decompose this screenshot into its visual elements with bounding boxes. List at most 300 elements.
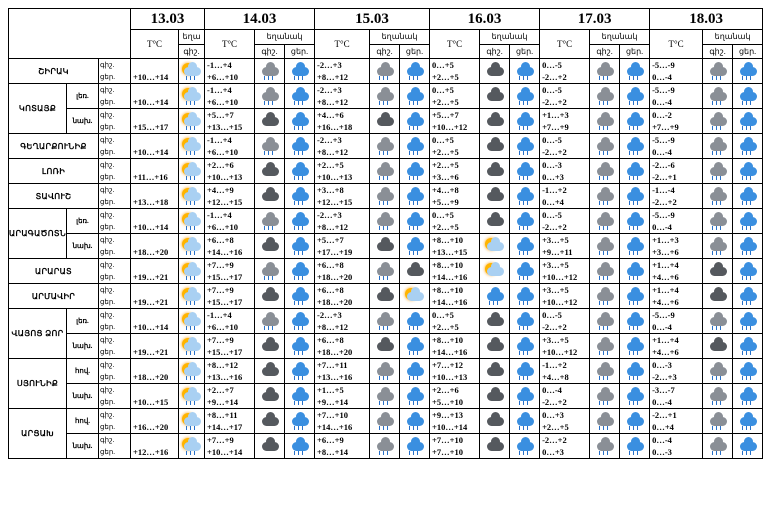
temp-cell (650, 434, 703, 459)
temp-value: +10…+13 (432, 372, 468, 382)
night-label: ցեր. (100, 298, 116, 306)
time-labels (99, 284, 131, 309)
temp-value: 0…-4 (542, 385, 562, 395)
temp-cell (650, 109, 703, 134)
weather-cell (480, 409, 510, 434)
temp-value: +2…+5 (432, 97, 459, 107)
blue-weather-icon (514, 237, 536, 255)
weather-cell (370, 284, 400, 309)
weather-cell (179, 359, 205, 384)
temp-cell (540, 334, 590, 359)
temp-value: +10…+12 (432, 122, 468, 132)
gray-weather-icon (594, 387, 616, 405)
dark-weather-icon (484, 187, 506, 205)
blue-weather-icon (404, 337, 426, 355)
temp-cell (650, 284, 703, 309)
temp-cell (540, 359, 590, 384)
blue-weather-icon (737, 162, 759, 180)
blue-weather-icon (289, 437, 311, 455)
temp-value: +16…+20 (133, 422, 169, 432)
elevation-label: լեռ. (67, 309, 99, 334)
blue-weather-icon (289, 362, 311, 380)
weather-cell (590, 84, 620, 109)
weather-cell (400, 284, 430, 309)
temp-value: +2…+5 (432, 147, 459, 157)
weather-cell (255, 259, 285, 284)
region-name: ՇԻՐԱԿ (9, 59, 99, 84)
blue-weather-icon (737, 337, 759, 355)
temp-value: +4…+6 (652, 272, 679, 282)
region-name: ԳԵՂԱՐՔՈՒՆԻՔ (9, 134, 99, 159)
temp-cell (205, 84, 255, 109)
temp-cell (430, 59, 480, 84)
temp-cell (131, 334, 179, 359)
weather-cell (510, 259, 540, 284)
blue-weather-icon (404, 187, 426, 205)
sunblue-weather-icon (181, 312, 203, 330)
temp-cell (650, 409, 703, 434)
weather-subheader: ցեր. (510, 44, 540, 59)
dark-weather-icon (259, 162, 281, 180)
temp-cell (430, 109, 480, 134)
temp-value: +6…+10 (207, 222, 238, 232)
temp-value: +19…+21 (133, 347, 169, 357)
temp-value: +14…+16 (207, 247, 243, 257)
weather-cell (620, 209, 650, 234)
weather-cell (285, 409, 315, 434)
weather-subheader: գիշ. (179, 44, 205, 59)
weather-cell (179, 209, 205, 234)
temp-value: +10…+14 (133, 147, 169, 157)
blue-weather-icon (737, 137, 759, 155)
night-label: ցեր. (100, 423, 116, 431)
temp-cell (430, 409, 480, 434)
dark-weather-icon (259, 412, 281, 430)
blue-weather-icon (514, 387, 536, 405)
weather-subheader: գիշ. (703, 44, 733, 59)
gray-weather-icon (594, 187, 616, 205)
gray-weather-icon (259, 262, 281, 280)
blue-weather-icon (404, 412, 426, 430)
temp-cell (430, 434, 480, 459)
weather-cell (285, 284, 315, 309)
time-labels (99, 409, 131, 434)
weather-cell (703, 134, 733, 159)
temp-value: -2…+2 (542, 435, 567, 445)
temp-value: +8…+10 (432, 335, 463, 345)
blue-weather-icon (624, 262, 646, 280)
temp-value: 0…+3 (542, 410, 564, 420)
weather-cell (480, 234, 510, 259)
weather-header: եղանակ (480, 30, 540, 45)
weather-subheader: ցեր. (620, 44, 650, 59)
weather-cell (733, 284, 763, 309)
temp-cell (430, 334, 480, 359)
weather-cell (179, 234, 205, 259)
region-row (9, 159, 763, 184)
temp-cell (430, 284, 480, 309)
region-row (9, 334, 763, 359)
region-row (9, 234, 763, 259)
temp-value: +5…+7 (432, 110, 459, 120)
blue-weather-icon (624, 137, 646, 155)
weather-cell (255, 284, 285, 309)
weather-cell (733, 84, 763, 109)
temp-value: 0…-4 (652, 72, 672, 82)
gray-weather-icon (374, 312, 396, 330)
blue-weather-icon (514, 137, 536, 155)
day-label: գիշ. (100, 111, 115, 119)
weather-cell (510, 359, 540, 384)
weather-cell (590, 384, 620, 409)
weather-cell (703, 384, 733, 409)
time-labels (99, 384, 131, 409)
elevation-label: նախ. (67, 234, 99, 259)
region-row (9, 209, 763, 234)
sun-weather-icon (404, 287, 426, 305)
temp-cell (205, 159, 255, 184)
weather-cell (370, 209, 400, 234)
temp-value: +8…+12 (317, 97, 348, 107)
gray-weather-icon (707, 62, 729, 80)
weather-cell (285, 309, 315, 334)
sunblue-weather-icon (181, 212, 203, 230)
temp-cell (650, 234, 703, 259)
temp-value: +2…+5 (432, 322, 459, 332)
day-label: գիշ. (100, 136, 115, 144)
temp-cell (430, 84, 480, 109)
sunblue-weather-icon (181, 87, 203, 105)
dark-weather-icon (484, 337, 506, 355)
temp-value: +14…+17 (207, 422, 243, 432)
weather-cell (285, 234, 315, 259)
weather-cell (179, 134, 205, 159)
weather-cell (480, 259, 510, 284)
temp-value: +10…+14 (133, 72, 169, 82)
temp-cell (430, 184, 480, 209)
gray-weather-icon (374, 87, 396, 105)
temp-value: +8…+12 (317, 72, 348, 82)
dark-weather-icon (484, 87, 506, 105)
weather-cell (285, 384, 315, 409)
gray-weather-icon (707, 312, 729, 330)
weather-subheader: ցեր. (400, 44, 430, 59)
temp-value: +7…+11 (317, 360, 348, 370)
sunblue-weather-icon (181, 412, 203, 430)
temp-value: +8…+10 (432, 260, 463, 270)
gray-weather-icon (374, 387, 396, 405)
blue-weather-icon (514, 287, 536, 305)
temp-value: +8…+12 (317, 322, 348, 332)
weather-cell (179, 184, 205, 209)
temp-value: +4…+8 (432, 185, 459, 195)
sunblue-weather-icon (181, 62, 203, 80)
weather-cell (590, 284, 620, 309)
weather-cell (400, 434, 430, 459)
night-label: ցեր. (100, 373, 116, 381)
weather-cell (179, 159, 205, 184)
temp-value: 0…+4 (542, 197, 564, 207)
temp-value: +8…+10 (432, 235, 463, 245)
weather-cell (400, 384, 430, 409)
weather-cell (620, 359, 650, 384)
temp-value: +18…+20 (133, 247, 169, 257)
temp-value: -5…-9 (652, 135, 675, 145)
weather-cell (370, 134, 400, 159)
date-header: 15.03 (315, 9, 430, 30)
temp-cell (315, 159, 370, 184)
temp-value: 0…-4 (652, 222, 672, 232)
blue-weather-icon (404, 137, 426, 155)
blue-weather-icon (624, 412, 646, 430)
weather-cell (400, 59, 430, 84)
temp-cell (430, 134, 480, 159)
temp-header: T°C (315, 30, 370, 59)
dark-weather-icon (484, 437, 506, 455)
temp-header: T°C (540, 30, 590, 59)
temp-value: +1…+4 (652, 285, 679, 295)
temp-cell (430, 309, 480, 334)
blue-weather-icon (624, 287, 646, 305)
temp-cell (131, 134, 179, 159)
weather-cell (620, 259, 650, 284)
weather-cell (590, 334, 620, 359)
gray-weather-icon (374, 212, 396, 230)
sun-weather-icon (484, 262, 506, 280)
time-labels (99, 134, 131, 159)
temp-value: +1…+4 (652, 260, 679, 270)
region-row (9, 434, 763, 459)
weather-cell (620, 134, 650, 159)
blue-weather-icon (624, 212, 646, 230)
temp-value: -1…+4 (207, 310, 232, 320)
blue-weather-icon (404, 162, 426, 180)
day-label: գիշ. (100, 211, 115, 219)
temp-value: +13…+15 (432, 247, 468, 257)
weather-cell (370, 409, 400, 434)
temp-cell (540, 434, 590, 459)
sunblue-weather-icon (181, 437, 203, 455)
time-labels (99, 234, 131, 259)
dark-weather-icon (259, 187, 281, 205)
weather-cell (620, 234, 650, 259)
time-labels (99, 334, 131, 359)
temp-cell (315, 84, 370, 109)
weather-cell (590, 434, 620, 459)
blue-weather-icon (289, 62, 311, 80)
temp-value: +9…+11 (542, 247, 573, 257)
weather-cell (255, 209, 285, 234)
temp-value: +6…+10 (207, 147, 238, 157)
weather-cell (179, 59, 205, 84)
night-label: ցեր. (100, 248, 116, 256)
temp-value: +4…+6 (317, 110, 344, 120)
gray-weather-icon (594, 287, 616, 305)
night-label: ցեր. (100, 273, 116, 281)
time-labels (99, 59, 131, 84)
temp-cell (205, 209, 255, 234)
blue-weather-icon (404, 62, 426, 80)
temp-value: +7…+9 (207, 285, 234, 295)
gray-weather-icon (594, 137, 616, 155)
night-label: ցեր. (100, 173, 116, 181)
temp-value: 0…-3 (652, 447, 672, 457)
time-labels (99, 209, 131, 234)
gray-weather-icon (707, 187, 729, 205)
temp-value: -2…+2 (542, 97, 567, 107)
day-label: գիշ. (100, 236, 115, 244)
weather-cell (480, 309, 510, 334)
date-header: 13.03 (131, 9, 205, 30)
temp-value: +10…+13 (207, 172, 243, 182)
temp-value: +10…+13 (317, 172, 353, 182)
weather-cell (733, 209, 763, 234)
gray-weather-icon (594, 212, 616, 230)
weather-cell (590, 109, 620, 134)
blue-weather-icon (624, 337, 646, 355)
temp-cell (430, 384, 480, 409)
weather-cell (510, 134, 540, 159)
elevation-label: հով. (67, 359, 99, 384)
temp-value: 0…+3 (542, 172, 564, 182)
temp-value: -5…-9 (652, 60, 675, 70)
temp-value: 0…-3 (652, 360, 672, 370)
date-header: 17.03 (540, 9, 650, 30)
gray-weather-icon (259, 137, 281, 155)
gray-weather-icon (374, 412, 396, 430)
weather-cell (510, 384, 540, 409)
temp-cell (131, 209, 179, 234)
weather-cell (480, 334, 510, 359)
temp-value: 0…-4 (652, 147, 672, 157)
corner-cell (9, 9, 131, 59)
temp-cell (205, 234, 255, 259)
temp-value: +2…+5 (432, 160, 459, 170)
weather-subheader: ցեր. (285, 44, 315, 59)
gray-weather-icon (707, 212, 729, 230)
temp-value: +14…+16 (317, 422, 353, 432)
weather-cell (285, 59, 315, 84)
elevation-label: նախ. (67, 434, 99, 459)
weather-cell (703, 259, 733, 284)
temp-value: 0…-5 (542, 310, 562, 320)
temp-cell (205, 384, 255, 409)
blue-weather-icon (289, 287, 311, 305)
temp-cell (131, 84, 179, 109)
temp-cell (205, 359, 255, 384)
weather-cell (179, 259, 205, 284)
weather-cell (400, 109, 430, 134)
weather-cell (510, 209, 540, 234)
blue-weather-icon (737, 212, 759, 230)
forecast-table (8, 8, 763, 459)
weather-cell (590, 409, 620, 434)
weather-cell (370, 359, 400, 384)
temp-value: +7…+10 (317, 410, 348, 420)
temp-value: +14…+16 (432, 297, 468, 307)
gray-weather-icon (374, 187, 396, 205)
temp-value: +7…+9 (207, 335, 234, 345)
blue-weather-icon (737, 112, 759, 130)
gray-weather-icon (707, 87, 729, 105)
day-label: գիշ. (100, 261, 115, 269)
weather-cell (733, 159, 763, 184)
temp-cell (205, 134, 255, 159)
temp-value: +17…+19 (317, 247, 353, 257)
weather-cell (733, 59, 763, 84)
temp-value: -2…+2 (542, 147, 567, 157)
weather-cell (255, 309, 285, 334)
night-label: ցեր. (100, 223, 116, 231)
weather-cell (510, 84, 540, 109)
temp-value: +9…+14 (207, 397, 238, 407)
temp-value: +5…+7 (317, 235, 344, 245)
blue-weather-icon (514, 212, 536, 230)
day-label: գիշ. (100, 311, 115, 319)
temp-value: +14…+16 (432, 272, 468, 282)
elevation-label: հով. (67, 409, 99, 434)
blue-weather-icon (624, 387, 646, 405)
weather-cell (179, 284, 205, 309)
temp-cell (315, 59, 370, 84)
weather-cell (480, 209, 510, 234)
temp-value: +1…+3 (542, 110, 569, 120)
temp-cell (131, 159, 179, 184)
temp-value: +7…+9 (207, 435, 234, 445)
blue-weather-icon (624, 187, 646, 205)
temp-value: +1…+4 (652, 335, 679, 345)
weather-cell (510, 159, 540, 184)
sun-weather-icon (484, 237, 506, 255)
temp-cell (205, 409, 255, 434)
weather-cell (255, 59, 285, 84)
weather-cell (400, 309, 430, 334)
temp-cell (650, 59, 703, 84)
weather-cell (255, 84, 285, 109)
sunblue-weather-icon (181, 187, 203, 205)
temp-value: +6…+10 (207, 72, 238, 82)
temp-cell (650, 134, 703, 159)
temp-value: +10…+12 (542, 347, 578, 357)
weather-cell (370, 184, 400, 209)
weather-cell (480, 284, 510, 309)
weather-cell (620, 284, 650, 309)
blue-weather-icon (737, 187, 759, 205)
temp-cell (540, 159, 590, 184)
weather-cell (733, 334, 763, 359)
temp-value: -2…+3 (317, 60, 342, 70)
temp-cell (131, 384, 179, 409)
temp-value: +9…+13 (432, 410, 463, 420)
weather-cell (255, 334, 285, 359)
blue-weather-icon (514, 112, 536, 130)
temp-cell (650, 209, 703, 234)
day-label: գիշ. (100, 336, 115, 344)
weather-cell (510, 409, 540, 434)
blue-weather-icon (514, 187, 536, 205)
dark-weather-icon (484, 387, 506, 405)
gray-weather-icon (594, 412, 616, 430)
gray-weather-icon (707, 412, 729, 430)
gray-weather-icon (594, 162, 616, 180)
weather-cell (510, 284, 540, 309)
temp-value: +11…+16 (133, 172, 168, 182)
weather-cell (179, 434, 205, 459)
gray-weather-icon (707, 362, 729, 380)
temp-value: -2…+3 (317, 310, 342, 320)
temp-value: 0…-3 (542, 160, 562, 170)
temp-cell (205, 259, 255, 284)
